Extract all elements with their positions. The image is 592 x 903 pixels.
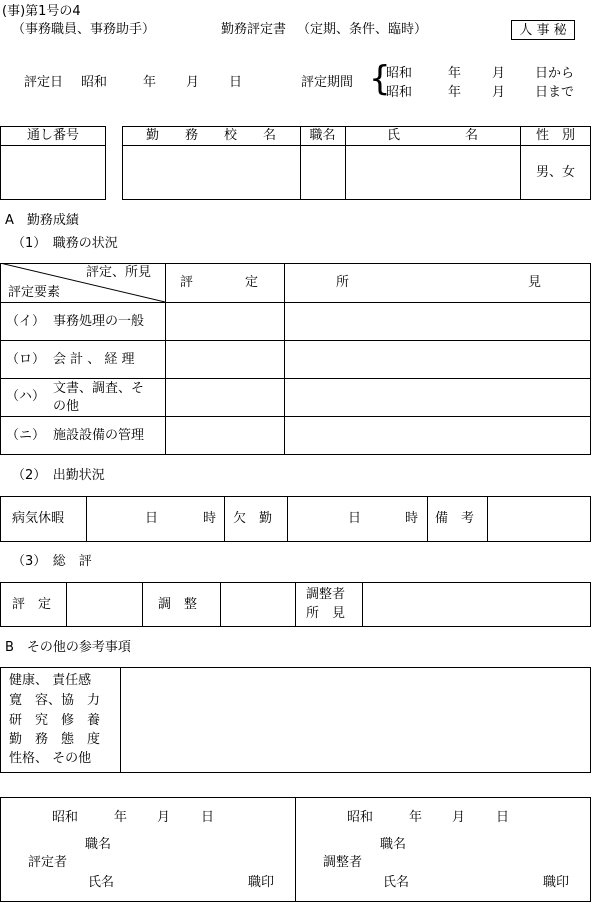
brace-icon: {: [369, 59, 391, 99]
left-sign-name: 氏名: [88, 875, 115, 890]
left-sign-era: 昭和: [52, 810, 79, 825]
eval-date-era: 昭和: [81, 75, 108, 90]
row-documents: 文書、調査、そ: [53, 381, 145, 396]
period-to-month: 月: [492, 85, 506, 100]
sick-leave-day: 日: [145, 511, 159, 526]
row-mark-i: （イ）: [6, 314, 46, 329]
row-mark-ha: （ハ）: [6, 389, 46, 404]
row-mark-ro: （ロ）: [6, 352, 46, 367]
adjuster-opinion-label: 所 見: [306, 606, 346, 621]
eval-period-label: 評定期間: [301, 75, 354, 90]
serial-number-label: 通し番号: [26, 128, 79, 143]
sick-leave-hour: 時: [203, 511, 217, 526]
period-to-era: 昭和: [386, 85, 413, 100]
ref-item-health: 健康、 責任感: [9, 673, 92, 688]
position-label: 職名: [309, 128, 336, 143]
eval-date-month: 月: [186, 75, 200, 90]
absence-hour: 時: [405, 511, 419, 526]
eval-date-label: 評定日: [24, 75, 64, 90]
evaluation-kind: （定期、条件、臨時）: [297, 22, 428, 37]
ref-item-study: 研 究 修 養: [9, 713, 101, 728]
sex-label: 性 別: [535, 128, 575, 143]
adjuster-label: 調整者: [306, 587, 346, 602]
row-mark-ni: （ニ）: [6, 428, 46, 443]
ref-item-attitude: 勤 務 態 度: [9, 732, 101, 747]
section-b-title: B その他の参考事項: [5, 640, 131, 655]
period-to-year: 年: [448, 85, 462, 100]
overall-eval-label: 評 定: [12, 597, 52, 612]
form-number: (事)第1号の4: [2, 4, 81, 19]
attendance-heading: （2） 出勤状況: [12, 468, 105, 483]
left-sign-seal: 職印: [248, 875, 275, 890]
left-sign-year: 年: [114, 810, 128, 825]
left-sign-day: 日: [201, 810, 215, 825]
col-evaluation: 評 定: [180, 275, 259, 290]
row-accounting: 会 計 、 経 理: [53, 352, 135, 367]
period-from-era: 昭和: [386, 66, 413, 81]
period-from-year: 年: [448, 66, 462, 81]
right-sign-seal: 職印: [543, 875, 570, 890]
left-sign-month: 月: [157, 810, 171, 825]
eval-date-year: 年: [143, 75, 157, 90]
period-from-suffix: 日から: [535, 66, 575, 81]
sex-options: 男、女: [535, 165, 575, 180]
col-opinion-right: 見: [528, 275, 542, 290]
ref-item-tolerance: 寛 容、協 力: [9, 693, 101, 708]
right-sign-day: 日: [496, 810, 510, 825]
row-general-office: 事務処理の一般: [53, 314, 145, 329]
overall-adjust-label: 調 整: [158, 597, 198, 612]
period-from-month: 月: [492, 66, 506, 81]
diag-bottom-label: 評定要素: [8, 285, 61, 300]
right-sign-name: 氏名: [383, 875, 410, 890]
sick-leave-label: 病気休暇: [12, 511, 65, 526]
right-sign-year: 年: [409, 810, 423, 825]
form-title: 勤務評定書: [221, 22, 287, 37]
personnel-secret-stamp: 人 事 秘: [511, 20, 575, 40]
school-name-label: 勤 務 校 名: [145, 128, 276, 143]
col-opinion-left: 所: [336, 275, 350, 290]
left-sign-position: 職名: [85, 837, 112, 852]
absence-day: 日: [348, 511, 362, 526]
ref-item-character: 性格、 その他: [9, 751, 92, 766]
evaluator-label: 評定者: [28, 855, 68, 870]
row-facilities: 施設設備の管理: [53, 428, 145, 443]
right-sign-era: 昭和: [347, 810, 374, 825]
right-sign-month: 月: [452, 810, 466, 825]
overall-heading: （3） 総 評: [12, 554, 92, 569]
adjuster-sign-label: 調整者: [323, 855, 363, 870]
target-staff: （事務職員、事務助手）: [12, 22, 156, 37]
absence-label: 欠 勤: [233, 511, 273, 526]
name-label: 氏 名: [386, 128, 478, 143]
row-documents-cont: の他: [53, 399, 80, 414]
duty-status-heading: （1） 職務の状況: [12, 236, 118, 251]
remarks-label: 備 考: [435, 511, 475, 526]
eval-date-day: 日: [229, 75, 243, 90]
attendance-table: [0, 496, 591, 542]
right-sign-position: 職名: [380, 837, 407, 852]
section-a-title: A 勤務成績: [5, 213, 79, 228]
diag-top-label: 評定、所見: [86, 265, 152, 280]
period-to-suffix: 日まで: [535, 85, 575, 100]
